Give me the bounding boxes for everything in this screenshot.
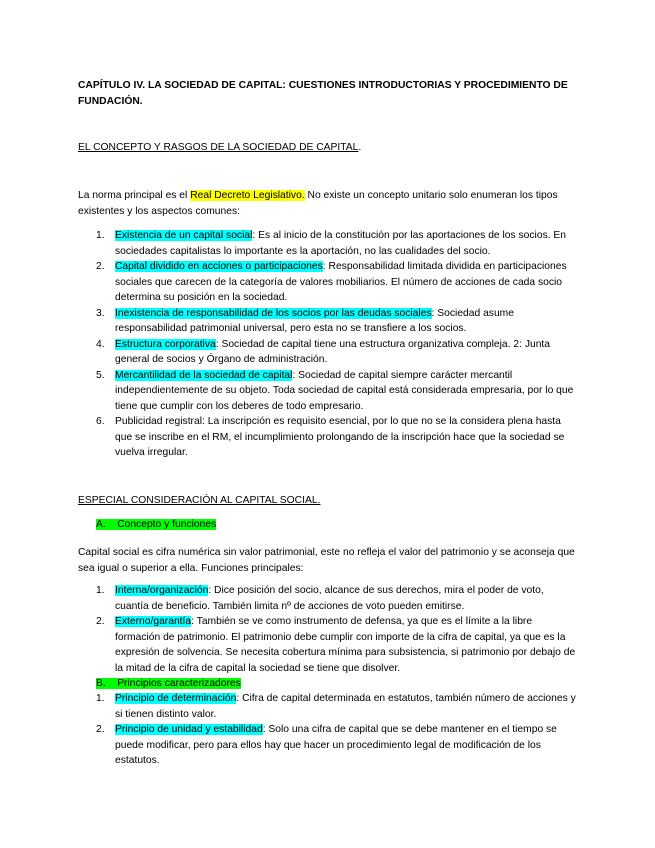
section1-heading-period: . (358, 142, 362, 153)
intro-highlight: Real Decreto Legislativo. (190, 190, 305, 201)
section2-intro: Capital social es cifra numérica sin valor patrimonial, este no refleja el valor del patrimonio y se aconseja que sea igual o superior a ella. Funciones principales: (78, 547, 575, 574)
item-text: : Dice posición del socio, alcance de sus derechos, mira el poder de voto, cuantía de beneficio. También limita nº de acciones de voto pueden emitirse. (115, 585, 544, 612)
section1-heading-line (78, 140, 578, 156)
subsection-a-text: Concepto y funciones (117, 519, 217, 530)
item-highlight: Mercantilidad de la sociedad de capital (115, 369, 293, 381)
item-text: : Responsabilidad limitada dividida en participaciones sociales que carecen de la categoría de valores mobiliarios. El número de acciones de cada socio determina su posición en la sociedad. (115, 261, 567, 303)
item-highlight: Existencia de un capital social (115, 230, 253, 241)
item-highlight: Interna/organización (115, 585, 209, 596)
list-item (96, 306, 576, 337)
list-item (96, 691, 576, 722)
subsection-b (96, 676, 241, 692)
subsection-b-letter: B. (96, 678, 106, 689)
list-item (96, 368, 576, 415)
list-item (96, 337, 576, 368)
section2-principles-list (96, 691, 576, 769)
item-number: 2. (96, 616, 105, 627)
item-highlight: Principio de unidad y estabilidad (115, 724, 263, 735)
item-number: 5. (96, 369, 105, 381)
intro-before: La norma principal es el (78, 190, 191, 201)
item-text: : Sociedad de capital tiene una estructura organizativa compleja. 2: Junta general de socios y Órgano de administración. (115, 338, 551, 365)
section1-list (96, 228, 576, 461)
intro-after: No existe un concepto unitario solo enumeran los tipos existentes y los aspectos comunes: (78, 190, 558, 217)
item-highlight: Inexistencia de responsabilidad de los socios por las deudas sociales (115, 307, 432, 319)
subsection-a-letter: A. (96, 519, 106, 530)
item-text: : Sociedad de capital siempre carácter mercantil independientemente de su objeto. Toda sociedad de capital está considerada empresaria, por lo que tiene que cumplir con los deberes de todo empresario. (115, 369, 574, 412)
item-highlight: Capital dividido en acciones o participaciones (115, 261, 323, 272)
subsection-a (96, 517, 216, 533)
subsection-b-label (96, 678, 241, 689)
list-item (96, 583, 576, 614)
item-text: : Es al inicio de la constitución por las aportaciones de los socios. En sociedades capitalistas lo importante es la aportación, no las cualidades del socio. (115, 230, 567, 257)
item-number: 1. (96, 693, 105, 704)
item-highlight: Estructura corporativa (115, 338, 216, 350)
list-item (96, 722, 576, 769)
list-item (96, 614, 576, 676)
item-highlight: Externo/garantía (115, 616, 192, 627)
item-number: 3. (96, 307, 105, 319)
list-item (96, 259, 576, 306)
item-number: 2. (96, 261, 105, 272)
item-number: 1. (96, 585, 105, 596)
item-text: Publicidad registral: La inscripción es requisito esencial, por lo que no se la considera plena hasta que se inscribe en el RM, el incumplimiento prolongando de la inscripción hace que la sociedad se vuelva irregular. (115, 416, 565, 458)
item-number: 4. (96, 338, 105, 350)
subsection-b-text: Principios caracterizadores (117, 678, 241, 689)
section1-intro (78, 188, 578, 219)
section2-list (96, 583, 576, 676)
list-item (96, 228, 576, 259)
item-highlight: Principio de determinación (115, 693, 237, 704)
item-text: : También se ve como instrumento de defensa, ya que es el límite a la libre formación de patrimonio. El patrimonio debe cumplir con importe de la cifra de capital, ya que es la expresión de solvencia. Se necesita cobertura mínima para subsistencia, si patrimonio por debajo de la mitad de la cifra de capital la sociedad se tiene que disolver. (115, 616, 576, 674)
chapter-title: CAPÍTULO IV. LA SOCIEDAD DE CAPITAL: CUESTIONES INTRODUCTORIAS Y PROCEDIMIENTO DE FUNDACIÓN. (78, 80, 568, 107)
item-number: 1. (96, 230, 105, 241)
list-item (96, 414, 576, 461)
item-text: : Sociedad asume responsabilidad patrimonial universal, pero esta no se transfiere a los socios. (115, 307, 514, 334)
section1-heading: EL CONCEPTO Y RASGOS DE LA SOCIEDAD DE CAPITAL (78, 142, 359, 153)
item-number: 6. (96, 416, 105, 427)
section2-heading: ESPECIAL CONSIDERACIÓN AL CAPITAL SOCIAL. (78, 495, 321, 506)
item-number: 2. (96, 724, 105, 735)
section2-heading-line (78, 493, 578, 509)
item-text: : Solo una cifra de capital que se debe mantener en el tiempo se puede modificar, pero para ellos hay que hacer un procedimiento legal de modificación de los estatutos. (115, 724, 557, 766)
item-text: : Cifra de capital determinada en estatutos, también número de acciones y si tienen distinto valor. (115, 693, 576, 720)
subsection-a-label (96, 519, 216, 530)
